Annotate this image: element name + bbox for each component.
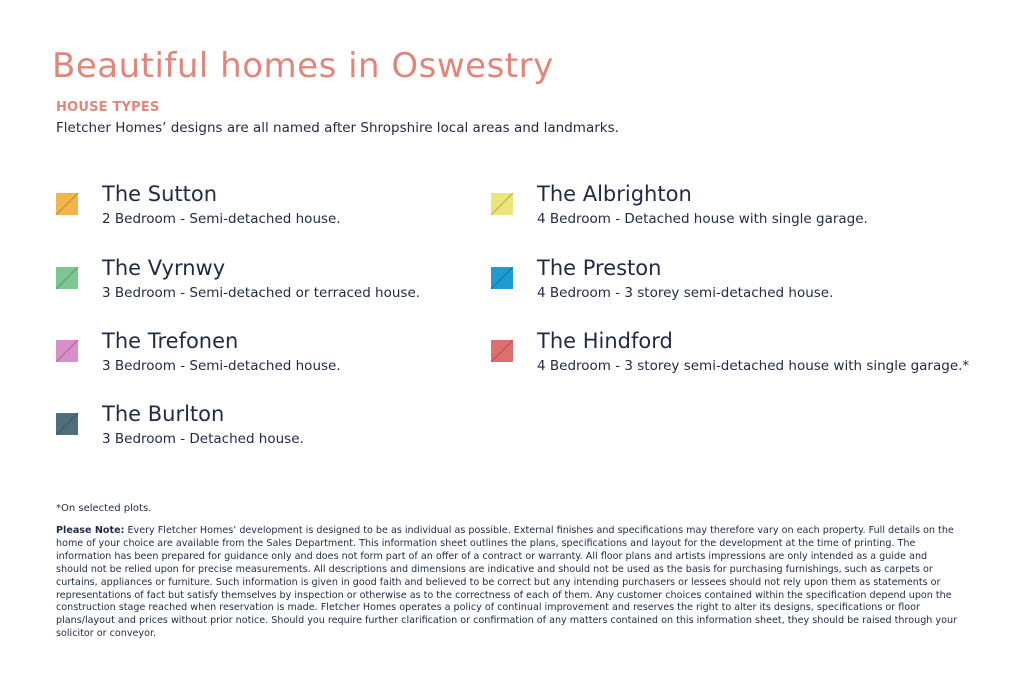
footnote: *On selected plots. — [56, 503, 152, 514]
house-name: The Hindford — [537, 329, 673, 353]
disclaimer-label: Please Note: — [56, 525, 125, 536]
color-swatch-icon — [56, 340, 78, 362]
house-description: 3 Bedroom - Semi-detached or terraced house. — [102, 285, 421, 301]
disclaimer — [56, 525, 961, 641]
house-description: 3 Bedroom - Detached house. — [102, 431, 304, 447]
house-description: 3 Bedroom - Semi-detached house. — [102, 358, 341, 374]
intro-text: Fletcher Homes’ designs are all named after Shropshire local areas and landmarks. — [56, 120, 619, 136]
house-description: 4 Bedroom - 3 storey semi-detached house with single garage.* — [537, 358, 970, 374]
section-heading: HOUSE TYPES — [56, 100, 160, 115]
color-swatch-icon — [491, 193, 513, 215]
color-swatch-icon — [56, 193, 78, 215]
color-swatch-icon — [56, 267, 78, 289]
house-name: The Sutton — [102, 182, 217, 206]
house-name: The Burlton — [102, 402, 225, 426]
color-swatch-icon — [491, 267, 513, 289]
page-title: Beautiful homes in Oswestry — [52, 46, 554, 86]
disclaimer-text: Every Fletcher Homes’ development is designed to be as individual as possible. External finishes and specifications may therefore vary on each property. Full details on the home of your choice are available from the Sales Department. This information sheet outlines the plans, specifications and layout for the development at the time of printing. The information has been prepared for guidance only and does not form part of an offer of a contract or warranty. All floor plans and artists impressions are only intended as a guide and should not be relied upon for precise measurements. All descriptions and dimensions are indicative and should not be used as the basis for purchasing furnishings, such as carpets or curtains, appliances or furniture. Such information is given in good faith and believed to be correct but any intending purchasers or lessees should not rely upon them as statements or representations of fact but satisfy themselves by inspection or otherwise as to the correctness of each of them. Any customer choices contained within the specification depend upon the construction stage reached when reservation is made. Fletcher Homes operates a policy of continual improvement and reserves the right to alter its designs, specifications or floor plans/layout and prices without prior notice. Should you require further clarification or confirmation of any matters contained on this information sheet, they should be raised through your solicitor or conveyor. — [56, 525, 957, 640]
house-name: The Albrighton — [537, 182, 692, 206]
house-description: 4 Bedroom - 3 storey semi-detached house. — [537, 285, 834, 301]
house-description: 2 Bedroom - Semi-detached house. — [102, 211, 341, 227]
house-name: The Preston — [537, 256, 662, 280]
house-name: The Trefonen — [102, 329, 239, 353]
color-swatch-icon — [56, 413, 78, 435]
house-name: The Vyrnwy — [102, 256, 226, 280]
house-description: 4 Bedroom - Detached house with single garage. — [537, 211, 868, 227]
color-swatch-icon — [491, 340, 513, 362]
